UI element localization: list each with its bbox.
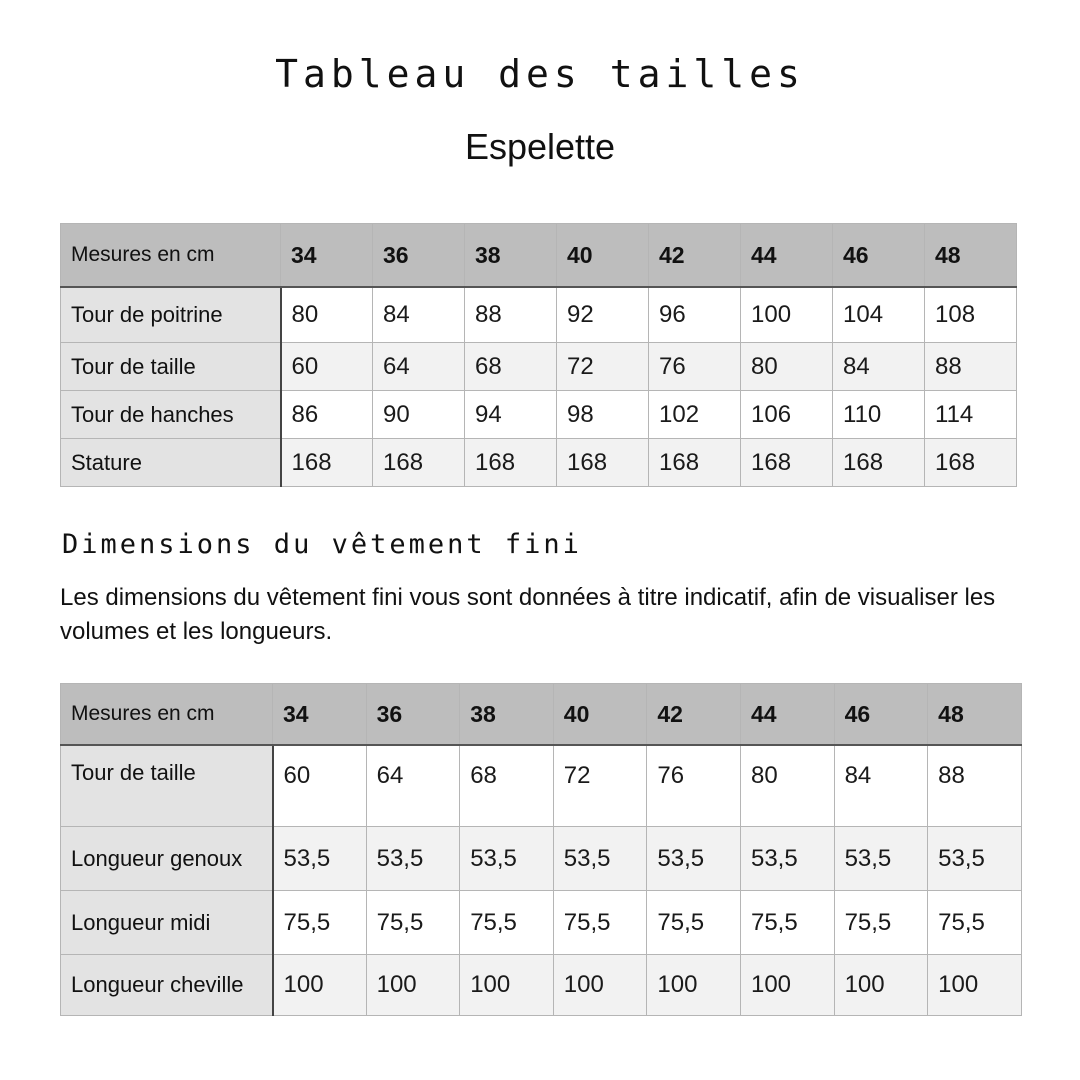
table-cell: 53,5	[647, 827, 741, 891]
table-cell: 84	[833, 343, 925, 391]
header-label: Mesures en cm	[61, 684, 273, 746]
row-label: Tour de taille	[61, 745, 273, 827]
table-cell: 53,5	[740, 827, 834, 891]
table-cell: 75,5	[647, 891, 741, 955]
size-header: 40	[553, 684, 647, 746]
table-cell: 100	[647, 955, 741, 1016]
table-cell: 86	[281, 391, 373, 439]
table-cell: 168	[741, 439, 833, 487]
table-cell: 168	[465, 439, 557, 487]
size-header: 40	[557, 224, 649, 288]
table-row	[61, 745, 1022, 827]
table-cell: 100	[928, 955, 1022, 1016]
table-row	[61, 287, 1017, 343]
table-cell: 96	[649, 287, 741, 343]
size-header: 34	[273, 684, 367, 746]
table-cell: 53,5	[366, 827, 460, 891]
row-label: Stature	[61, 439, 281, 487]
table-cell: 64	[373, 343, 465, 391]
page-title: Tableau des tailles	[275, 52, 805, 96]
table-cell: 106	[741, 391, 833, 439]
table-cell: 68	[465, 343, 557, 391]
table-cell: 100	[366, 955, 460, 1016]
table-cell: 90	[373, 391, 465, 439]
size-header: 36	[373, 224, 465, 288]
table-cell: 88	[928, 745, 1022, 827]
table-row	[61, 439, 1017, 487]
table-cell: 84	[834, 745, 928, 827]
row-label: Tour de hanches	[61, 391, 281, 439]
size-header: 44	[741, 224, 833, 288]
table-cell: 168	[557, 439, 649, 487]
table-cell: 104	[833, 287, 925, 343]
table-cell: 60	[281, 343, 373, 391]
size-header: 46	[834, 684, 928, 746]
size-header: 38	[465, 224, 557, 288]
size-header: 44	[740, 684, 834, 746]
row-label: Tour de taille	[61, 343, 281, 391]
table-cell: 75,5	[273, 891, 367, 955]
size-header: 42	[649, 224, 741, 288]
table-cell: 53,5	[553, 827, 647, 891]
table-cell: 75,5	[834, 891, 928, 955]
table-cell: 100	[273, 955, 367, 1016]
header-label: Mesures en cm	[61, 224, 281, 288]
size-header: 48	[925, 224, 1017, 288]
size-header: 34	[281, 224, 373, 288]
section-description: Les dimensions du vêtement fini vous sont données à titre indicatif, afin de visualiser les volumes et les longueurs.	[60, 584, 996, 645]
table-cell: 100	[740, 955, 834, 1016]
table-cell: 168	[281, 439, 373, 487]
table-row	[61, 827, 1022, 891]
table-cell: 80	[281, 287, 373, 343]
table-cell: 76	[649, 343, 741, 391]
table-cell: 88	[925, 343, 1017, 391]
table-cell: 75,5	[553, 891, 647, 955]
table-cell: 114	[925, 391, 1017, 439]
row-label: Longueur cheville	[61, 955, 273, 1016]
table-cell: 68	[460, 745, 554, 827]
size-header: 48	[928, 684, 1022, 746]
table-cell: 80	[740, 745, 834, 827]
table-cell: 75,5	[740, 891, 834, 955]
table-row	[61, 891, 1022, 955]
table-cell: 75,5	[928, 891, 1022, 955]
table-cell: 94	[465, 391, 557, 439]
row-label: Longueur midi	[61, 891, 273, 955]
table-cell: 53,5	[273, 827, 367, 891]
table-cell: 53,5	[460, 827, 554, 891]
table-cell: 72	[557, 343, 649, 391]
table-header-row	[61, 224, 1017, 288]
body-measurements-table	[60, 223, 1017, 487]
table-cell: 168	[925, 439, 1017, 487]
table-cell: 92	[557, 287, 649, 343]
table-cell: 98	[557, 391, 649, 439]
pattern-name: Espelette	[464, 126, 616, 167]
row-label: Longueur genoux	[61, 827, 273, 891]
table-cell: 88	[465, 287, 557, 343]
table-cell: 100	[553, 955, 647, 1016]
table-cell: 60	[273, 745, 367, 827]
table-cell: 64	[366, 745, 460, 827]
table-cell: 53,5	[928, 827, 1022, 891]
table-cell: 100	[834, 955, 928, 1016]
size-header: 38	[460, 684, 554, 746]
table-cell: 75,5	[366, 891, 460, 955]
size-header: 36	[366, 684, 460, 746]
table-cell: 76	[647, 745, 741, 827]
row-label: Tour de poitrine	[61, 287, 281, 343]
table-cell: 72	[553, 745, 647, 827]
finished-garment-table	[60, 683, 1022, 1016]
table-cell: 168	[373, 439, 465, 487]
table-cell: 100	[460, 955, 554, 1016]
section-heading: Dimensions du vêtement fini	[62, 529, 582, 560]
table-cell: 168	[649, 439, 741, 487]
table-cell: 75,5	[460, 891, 554, 955]
size-header: 46	[833, 224, 925, 288]
table-row	[61, 391, 1017, 439]
size-header: 42	[647, 684, 741, 746]
table-cell: 80	[741, 343, 833, 391]
table-row	[61, 343, 1017, 391]
table-row	[61, 955, 1022, 1016]
table-header-row	[61, 684, 1022, 746]
table-cell: 100	[741, 287, 833, 343]
table-cell: 168	[833, 439, 925, 487]
table-cell: 108	[925, 287, 1017, 343]
table-cell: 102	[649, 391, 741, 439]
table-cell: 84	[373, 287, 465, 343]
table-cell: 53,5	[834, 827, 928, 891]
table-cell: 110	[833, 391, 925, 439]
